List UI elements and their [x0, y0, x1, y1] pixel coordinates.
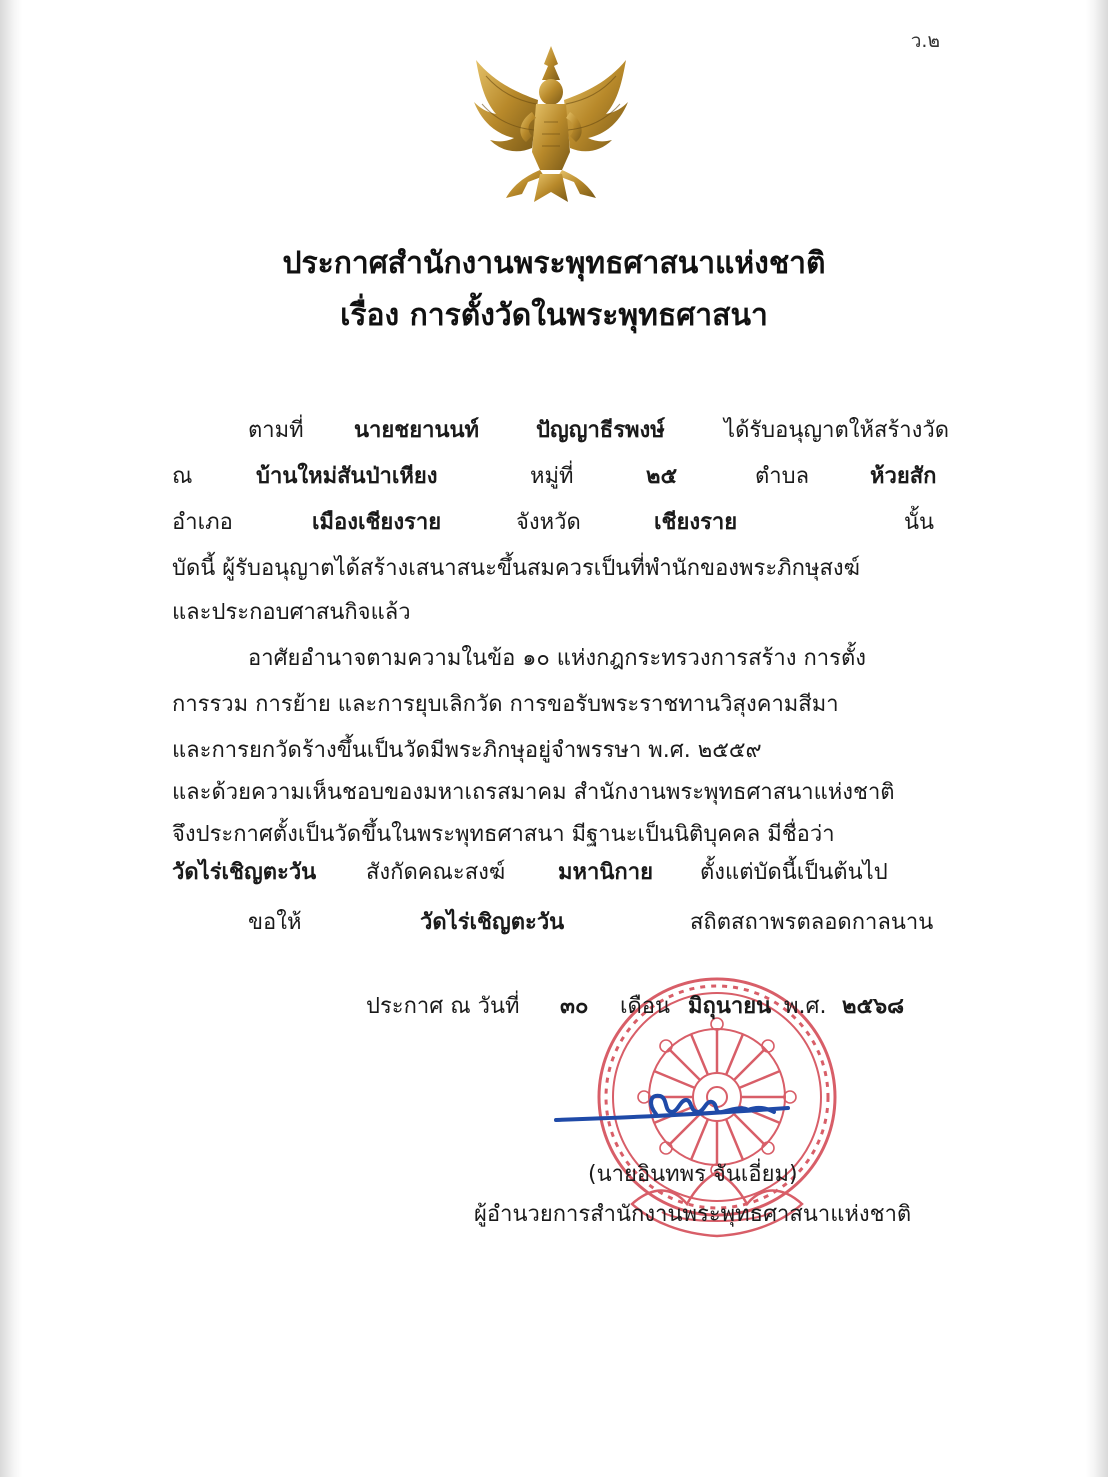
para3-word: ขอให้	[248, 910, 302, 935]
para1-word: ตำบล	[755, 464, 810, 489]
sect-name: มหานิกาย	[558, 860, 653, 885]
garuda-emblem-icon	[466, 42, 636, 212]
province-name: เชียงราย	[654, 510, 738, 535]
applicant-name: นายชยานนท์	[354, 418, 480, 443]
para1-word: ตามที่	[248, 418, 304, 443]
para2-line1: อาศัยอำนาจตามความในข้อ ๑๐ แห่งกฎกระทรวงการสร้าง การตั้ง	[248, 646, 866, 671]
amphoe-name: เมืองเชียงราย	[312, 510, 442, 535]
page-edge-right	[1086, 0, 1108, 1477]
para1-word: หมู่ที่	[530, 464, 574, 489]
para1-line5: และประกอบศาสนกิจแล้ว	[172, 600, 411, 625]
para1-word: นั้น	[904, 510, 935, 535]
page-code: ว.๒	[910, 30, 940, 52]
para1-line4: บัดนี้ ผู้รับอนุญาตได้สร้างเสนาสนะขึ้นสมควรเป็นที่พำนักของพระภิกษุสงฆ์	[172, 556, 860, 581]
announcement-subject: เรื่อง การตั้งวัดในพระพุทธศาสนา	[340, 298, 768, 333]
signatory-name: (นายอินทพร จันเอี่ยม)	[588, 1162, 798, 1187]
date-year: ๒๕๖๘	[842, 994, 905, 1019]
moo-number: ๒๕	[646, 464, 678, 489]
para2-line4: และด้วยความเห็นชอบของมหาเถรสมาคม สำนักงานพระพุทธศาสนาแห่งชาติ	[172, 780, 895, 805]
para1-word: จังหวัด	[516, 510, 581, 535]
para1-word: อำเภอ	[172, 510, 233, 535]
date-word: เดือน	[620, 994, 671, 1019]
village-name: บ้านใหม่สันป่าเหียง	[256, 464, 438, 489]
para3-word: สถิตสถาพรตลอดกาลนาน	[690, 910, 934, 935]
page-edge-left	[0, 0, 22, 1477]
temple-name: วัดไร่เชิญตะวัน	[172, 860, 317, 885]
tambon-name: ห้วยสัก	[870, 464, 937, 489]
announcement-title: ประกาศสำนักงานพระพุทธศาสนาแห่งชาติ	[282, 246, 826, 281]
para2-word: ตั้งแต่บัดนี้เป็นต้นไป	[700, 860, 888, 885]
date-word: พ.ศ.	[784, 994, 827, 1019]
para2-line2: การรวม การย้าย และการยุบเลิกวัด การขอรับพระราชทานวิสุงคามสีมา	[172, 692, 839, 717]
signatory-position: ผู้อำนวยการสำนักงานพระพุทธศาสนาแห่งชาติ	[474, 1202, 912, 1227]
date-month: มิถุนายน	[688, 994, 772, 1019]
date-day: ๓๐	[560, 994, 589, 1019]
applicant-surname: ปัญญาธีรพงษ์	[536, 418, 665, 443]
temple-name-blessing: วัดไร่เชิญตะวัน	[420, 910, 565, 935]
signature-icon	[552, 1078, 812, 1138]
para2-word: สังกัดคณะสงฆ์	[366, 860, 506, 885]
para2-line3: และการยกวัดร้างขึ้นเป็นวัดมีพระภิกษุอยู่จำพรรษา พ.ศ. ๒๕๕๙	[172, 738, 762, 763]
para1-word: ณ	[172, 464, 193, 489]
date-word: ประกาศ ณ วันที่	[366, 994, 520, 1019]
para1-word: ได้รับอนุญาตให้สร้างวัด	[724, 418, 949, 443]
para2-line5: จึงประกาศตั้งเป็นวัดขึ้นในพระพุทธศาสนา มีฐานะเป็นนิติบุคคล มีชื่อว่า	[172, 822, 835, 847]
